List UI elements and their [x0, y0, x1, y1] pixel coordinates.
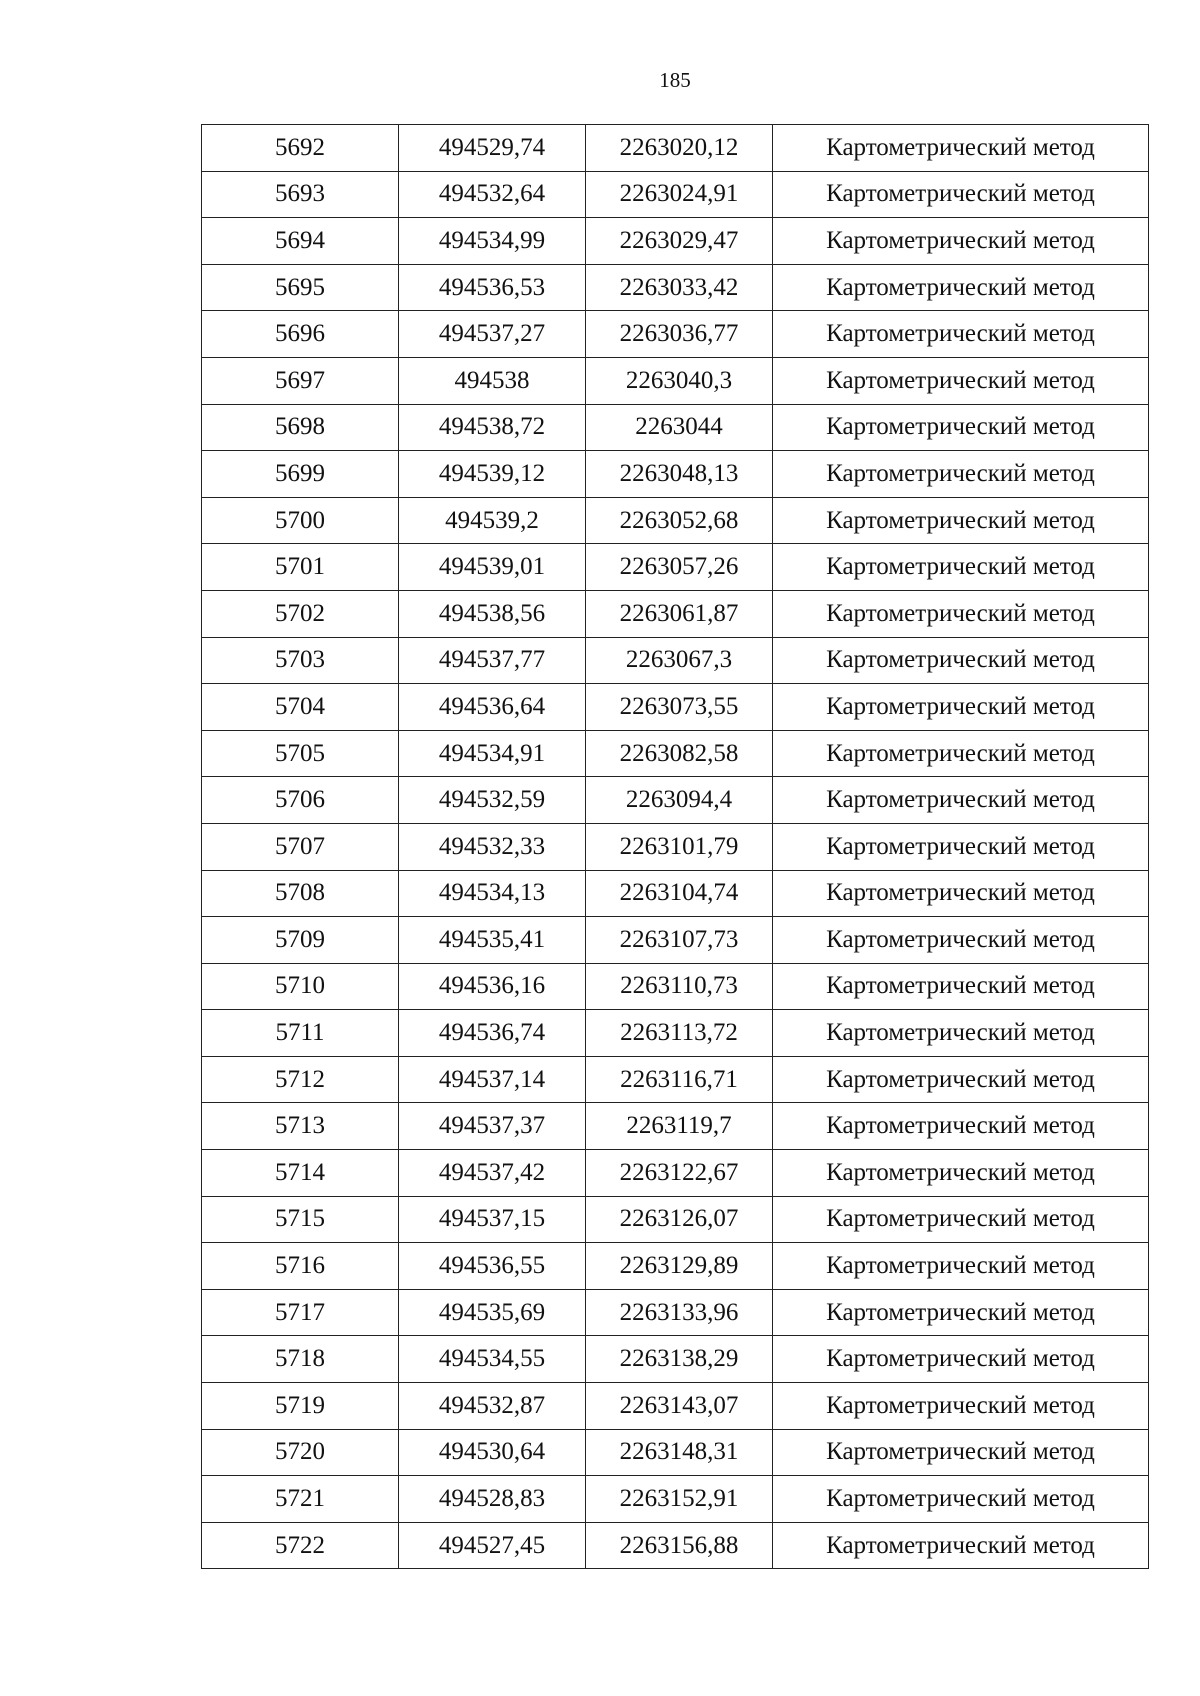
cell-x-coordinate: 494537,42 — [399, 1150, 586, 1197]
cell-method: Картометрический метод — [773, 1150, 1149, 1197]
cell-point-number: 5707 — [202, 823, 399, 870]
cell-x-coordinate: 494538,72 — [399, 404, 586, 451]
cell-point-number: 5708 — [202, 870, 399, 917]
cell-method: Картометрический метод — [773, 1289, 1149, 1336]
cell-method: Картометрический метод — [773, 637, 1149, 684]
cell-y-coordinate: 2263133,96 — [586, 1289, 773, 1336]
cell-y-coordinate: 2263094,4 — [586, 777, 773, 824]
coordinates-table-container — [201, 124, 1148, 1569]
cell-x-coordinate: 494538,56 — [399, 590, 586, 637]
table-row — [202, 1336, 1149, 1383]
cell-y-coordinate: 2263036,77 — [586, 311, 773, 358]
cell-y-coordinate: 2263024,91 — [586, 171, 773, 218]
table-row — [202, 264, 1149, 311]
table-row — [202, 1150, 1149, 1197]
cell-y-coordinate: 2263138,29 — [586, 1336, 773, 1383]
cell-x-coordinate: 494534,99 — [399, 218, 586, 265]
coordinates-table — [201, 124, 1149, 1569]
table-row — [202, 1476, 1149, 1523]
cell-point-number: 5702 — [202, 590, 399, 637]
cell-point-number: 5706 — [202, 777, 399, 824]
cell-point-number: 5716 — [202, 1243, 399, 1290]
cell-y-coordinate: 2263052,68 — [586, 497, 773, 544]
table-row — [202, 777, 1149, 824]
cell-method: Картометрический метод — [773, 1010, 1149, 1057]
table-row — [202, 637, 1149, 684]
cell-x-coordinate: 494537,77 — [399, 637, 586, 684]
cell-point-number: 5703 — [202, 637, 399, 684]
cell-y-coordinate: 2263082,58 — [586, 730, 773, 777]
cell-y-coordinate: 2263119,7 — [586, 1103, 773, 1150]
cell-y-coordinate: 2263067,3 — [586, 637, 773, 684]
cell-x-coordinate: 494532,33 — [399, 823, 586, 870]
cell-x-coordinate: 494537,14 — [399, 1056, 586, 1103]
table-row — [202, 125, 1149, 172]
cell-method: Картометрический метод — [773, 404, 1149, 451]
cell-method: Картометрический метод — [773, 125, 1149, 172]
cell-x-coordinate: 494539,2 — [399, 497, 586, 544]
cell-method: Картометрический метод — [773, 357, 1149, 404]
table-row — [202, 311, 1149, 358]
cell-point-number: 5693 — [202, 171, 399, 218]
cell-point-number: 5705 — [202, 730, 399, 777]
cell-method: Картометрический метод — [773, 264, 1149, 311]
cell-x-coordinate: 494532,87 — [399, 1383, 586, 1430]
cell-point-number: 5721 — [202, 1476, 399, 1523]
cell-point-number: 5715 — [202, 1196, 399, 1243]
cell-x-coordinate: 494535,41 — [399, 917, 586, 964]
cell-point-number: 5717 — [202, 1289, 399, 1336]
cell-point-number: 5700 — [202, 497, 399, 544]
cell-x-coordinate: 494537,15 — [399, 1196, 586, 1243]
cell-method: Картометрический метод — [773, 1103, 1149, 1150]
cell-x-coordinate: 494538 — [399, 357, 586, 404]
table-row — [202, 590, 1149, 637]
cell-x-coordinate: 494536,74 — [399, 1010, 586, 1057]
cell-method: Картометрический метод — [773, 311, 1149, 358]
cell-point-number: 5719 — [202, 1383, 399, 1430]
cell-x-coordinate: 494536,64 — [399, 684, 586, 731]
cell-y-coordinate: 2263113,72 — [586, 1010, 773, 1057]
cell-y-coordinate: 2263107,73 — [586, 917, 773, 964]
cell-y-coordinate: 2263101,79 — [586, 823, 773, 870]
table-row — [202, 1522, 1149, 1569]
cell-point-number: 5697 — [202, 357, 399, 404]
cell-method: Картометрический метод — [773, 544, 1149, 591]
cell-method: Картометрический метод — [773, 1243, 1149, 1290]
table-row — [202, 1056, 1149, 1103]
cell-method: Картометрический метод — [773, 730, 1149, 777]
cell-method: Картометрический метод — [773, 777, 1149, 824]
cell-point-number: 5718 — [202, 1336, 399, 1383]
cell-x-coordinate: 494532,59 — [399, 777, 586, 824]
cell-point-number: 5714 — [202, 1150, 399, 1197]
cell-method: Картометрический метод — [773, 1522, 1149, 1569]
cell-y-coordinate: 2263143,07 — [586, 1383, 773, 1430]
cell-x-coordinate: 494527,45 — [399, 1522, 586, 1569]
cell-method: Картометрический метод — [773, 917, 1149, 964]
cell-y-coordinate: 2263129,89 — [586, 1243, 773, 1290]
cell-x-coordinate: 494535,69 — [399, 1289, 586, 1336]
cell-y-coordinate: 2263116,71 — [586, 1056, 773, 1103]
cell-y-coordinate: 2263040,3 — [586, 357, 773, 404]
cell-point-number: 5722 — [202, 1522, 399, 1569]
table-row — [202, 1196, 1149, 1243]
table-row — [202, 870, 1149, 917]
cell-method: Картометрический метод — [773, 684, 1149, 731]
table-row — [202, 684, 1149, 731]
table-row — [202, 963, 1149, 1010]
cell-point-number: 5710 — [202, 963, 399, 1010]
cell-x-coordinate: 494537,27 — [399, 311, 586, 358]
cell-x-coordinate: 494539,12 — [399, 451, 586, 498]
cell-point-number: 5692 — [202, 125, 399, 172]
cell-method: Картометрический метод — [773, 870, 1149, 917]
table-row — [202, 1103, 1149, 1150]
table-row — [202, 730, 1149, 777]
cell-y-coordinate: 2263148,31 — [586, 1429, 773, 1476]
cell-point-number: 5712 — [202, 1056, 399, 1103]
cell-y-coordinate: 2263110,73 — [586, 963, 773, 1010]
cell-point-number: 5699 — [202, 451, 399, 498]
cell-method: Картометрический метод — [773, 1476, 1149, 1523]
cell-method: Картометрический метод — [773, 218, 1149, 265]
cell-method: Картометрический метод — [773, 1429, 1149, 1476]
cell-point-number: 5704 — [202, 684, 399, 731]
cell-x-coordinate: 494534,55 — [399, 1336, 586, 1383]
cell-y-coordinate: 2263033,42 — [586, 264, 773, 311]
cell-method: Картометрический метод — [773, 963, 1149, 1010]
table-row — [202, 1383, 1149, 1430]
cell-x-coordinate: 494536,53 — [399, 264, 586, 311]
cell-x-coordinate: 494534,91 — [399, 730, 586, 777]
page-number: 185 — [659, 68, 691, 92]
cell-y-coordinate: 2263020,12 — [586, 125, 773, 172]
cell-y-coordinate: 2263044 — [586, 404, 773, 451]
cell-y-coordinate: 2263122,67 — [586, 1150, 773, 1197]
cell-method: Картометрический метод — [773, 497, 1149, 544]
table-row — [202, 917, 1149, 964]
cell-point-number: 5696 — [202, 311, 399, 358]
table-row — [202, 1429, 1149, 1476]
cell-method: Картометрический метод — [773, 1336, 1149, 1383]
cell-point-number: 5711 — [202, 1010, 399, 1057]
cell-method: Картометрический метод — [773, 1056, 1149, 1103]
table-row — [202, 823, 1149, 870]
cell-point-number: 5720 — [202, 1429, 399, 1476]
cell-y-coordinate: 2263104,74 — [586, 870, 773, 917]
cell-x-coordinate: 494534,13 — [399, 870, 586, 917]
table-row — [202, 497, 1149, 544]
cell-method: Картометрический метод — [773, 171, 1149, 218]
cell-x-coordinate: 494532,64 — [399, 171, 586, 218]
cell-x-coordinate: 494528,83 — [399, 1476, 586, 1523]
cell-method: Картометрический метод — [773, 823, 1149, 870]
cell-x-coordinate: 494536,16 — [399, 963, 586, 1010]
cell-x-coordinate: 494530,64 — [399, 1429, 586, 1476]
cell-x-coordinate: 494537,37 — [399, 1103, 586, 1150]
table-row — [202, 1289, 1149, 1336]
table-row — [202, 404, 1149, 451]
cell-method: Картометрический метод — [773, 1196, 1149, 1243]
table-row — [202, 1010, 1149, 1057]
cell-point-number: 5698 — [202, 404, 399, 451]
table-row — [202, 218, 1149, 265]
cell-y-coordinate: 2263073,55 — [586, 684, 773, 731]
cell-y-coordinate: 2263061,87 — [586, 590, 773, 637]
cell-method: Картометрический метод — [773, 1383, 1149, 1430]
cell-point-number: 5694 — [202, 218, 399, 265]
cell-method: Картометрический метод — [773, 451, 1149, 498]
cell-y-coordinate: 2263048,13 — [586, 451, 773, 498]
cell-method: Картометрический метод — [773, 590, 1149, 637]
cell-y-coordinate: 2263152,91 — [586, 1476, 773, 1523]
coordinates-table-body — [202, 125, 1149, 1569]
cell-point-number: 5713 — [202, 1103, 399, 1150]
table-row — [202, 451, 1149, 498]
table-row — [202, 544, 1149, 591]
cell-x-coordinate: 494529,74 — [399, 125, 586, 172]
table-row — [202, 1243, 1149, 1290]
cell-y-coordinate: 2263029,47 — [586, 218, 773, 265]
cell-x-coordinate: 494536,55 — [399, 1243, 586, 1290]
cell-y-coordinate: 2263126,07 — [586, 1196, 773, 1243]
cell-x-coordinate: 494539,01 — [399, 544, 586, 591]
cell-point-number: 5709 — [202, 917, 399, 964]
cell-y-coordinate: 2263057,26 — [586, 544, 773, 591]
cell-y-coordinate: 2263156,88 — [586, 1522, 773, 1569]
table-row — [202, 357, 1149, 404]
cell-point-number: 5695 — [202, 264, 399, 311]
table-row — [202, 171, 1149, 218]
cell-point-number: 5701 — [202, 544, 399, 591]
